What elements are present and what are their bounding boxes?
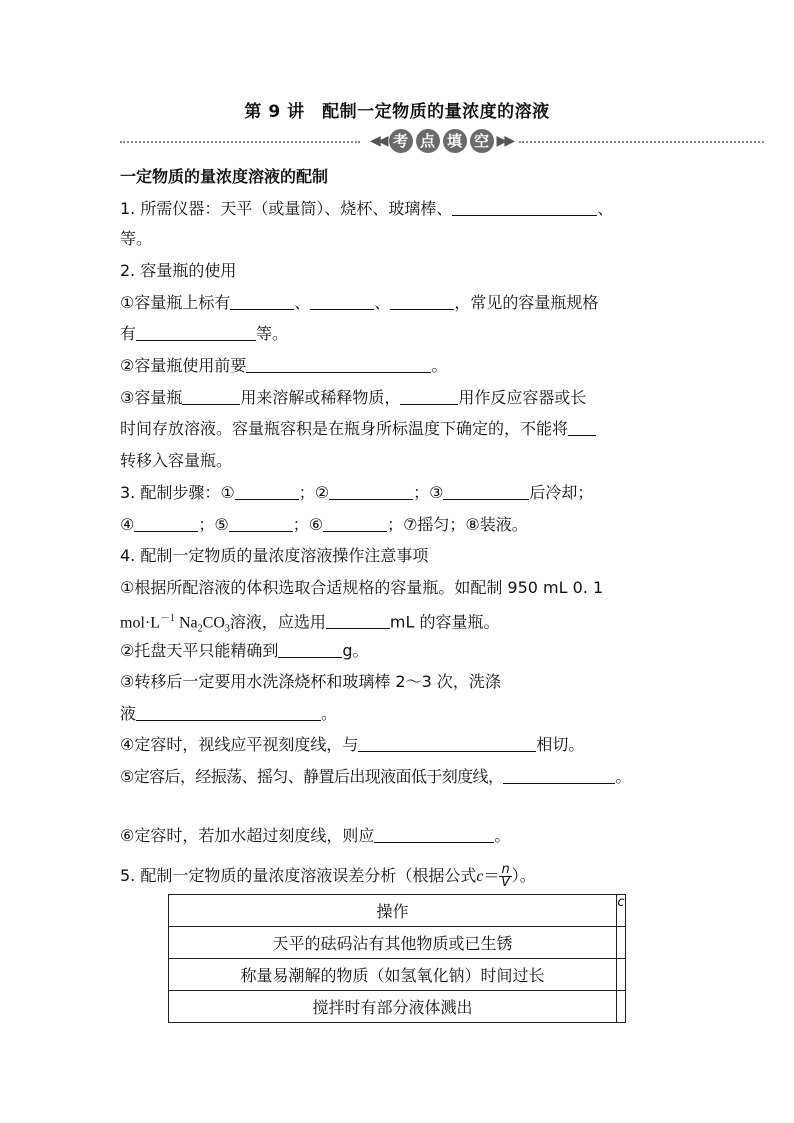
table-cell[interactable] <box>617 991 626 1023</box>
blank[interactable] <box>390 293 454 310</box>
table-cell: 天平的砝码沾有其他物质或已生锈 <box>169 927 617 959</box>
q2-p3-line2: 时间存放溶液。容量瓶容积是在瓶身所标温度下确定的，不能将 <box>120 418 596 440</box>
blank[interactable] <box>400 388 458 405</box>
q3-line1: 3. 配制步骤：① ；② ；③ 后冷却； <box>120 483 594 502</box>
error-analysis-table <box>168 894 626 1023</box>
table-cell: 搅拌时有部分液体溅出 <box>169 991 617 1023</box>
blank[interactable] <box>136 324 256 341</box>
blank[interactable] <box>182 388 240 405</box>
q2-p3-line1: ③容量瓶 用来溶解或稀释物质， 用作反应容器或长 <box>120 388 587 407</box>
badge-char: 空 <box>470 129 494 153</box>
section-heading: 一定物质的量浓度溶液的配制 <box>120 167 329 186</box>
blank[interactable] <box>374 826 494 843</box>
badge-char: 考 <box>389 129 413 153</box>
blank[interactable] <box>358 735 536 752</box>
table-cell: 称量易潮解的物质（如氢氧化钠）时间过长 <box>169 959 617 991</box>
blank[interactable] <box>452 199 597 216</box>
blank[interactable] <box>229 515 293 532</box>
blank[interactable] <box>503 767 615 784</box>
blank[interactable] <box>136 704 321 721</box>
table-cell[interactable] <box>617 927 626 959</box>
table-row <box>169 927 626 959</box>
q4-p2: ②托盘天平只能精确到 g。 <box>120 641 369 660</box>
blank[interactable] <box>246 356 431 373</box>
table-row <box>169 991 626 1023</box>
q5-line: 5. 配制一定物质的量浓度溶液误差分析（根据公式c＝ $\frac{n}{V}$ ）。 <box>120 862 536 890</box>
blank[interactable] <box>235 483 299 500</box>
page-title: 第 9 讲 配制一定物质的量浓度的溶液 <box>244 102 550 122</box>
q4-p3-line2: 液 。 <box>120 704 338 723</box>
q4-p5: ⑤定容后，经振荡、摇匀、静置后出现液面低于刻度线， 。 <box>120 767 631 786</box>
q2-p1-line2: 有 等。 <box>120 324 289 343</box>
formula-fraction: $\frac{n}{V}$ <box>501 862 511 890</box>
divider-right <box>519 141 764 143</box>
q2-title: 2. 容量瓶的使用 <box>120 261 237 280</box>
section-badge <box>370 128 512 154</box>
blank[interactable] <box>443 483 529 500</box>
blank[interactable] <box>134 515 198 532</box>
q4-title: 4. 配制一定物质的量浓度溶液操作注意事项 <box>120 546 429 565</box>
double-chevron-right-icon: ▶▶ <box>496 133 513 149</box>
blank[interactable] <box>329 483 413 500</box>
q4-p3-line1: ③转移后一定要用水洗涤烧杯和玻璃棒 2～3 次，洗涤 <box>120 672 501 691</box>
table-header-cell: c <box>617 895 626 927</box>
blank[interactable] <box>326 612 390 629</box>
q4-p4: ④定容时，视线应平视刻度线，与 相切。 <box>120 735 585 754</box>
blank[interactable] <box>310 293 374 310</box>
q3-line2: ④ ；⑤ ；⑥ ；⑦摇匀；⑧装液。 <box>120 515 528 534</box>
q2-p1-line1: ①容量瓶上标有 、 、 ，常见的容量瓶规格 <box>120 293 599 312</box>
table-row <box>169 959 626 991</box>
blank[interactable] <box>568 419 596 436</box>
q4-p1-line1: ①根据所配溶液的体积选取合适规格的容量瓶。如配制 950 mL 0. 1 <box>120 578 604 597</box>
table-cell[interactable] <box>617 959 626 991</box>
blank[interactable] <box>278 641 342 658</box>
q1-line2: 等。 <box>120 229 153 248</box>
double-chevron-left-icon: ◀◀ <box>370 133 386 149</box>
badge-char: 点 <box>416 129 440 153</box>
divider-left <box>120 141 360 143</box>
section-banner <box>120 127 764 157</box>
q2-p2: ②容量瓶使用前要 。 <box>120 356 448 375</box>
blank[interactable] <box>230 293 294 310</box>
q4-p1-line2: $mol\cdot L^{-1}$ $Na_2CO_3$溶液，应选用 mL 的容量瓶。 <box>120 612 500 635</box>
q4-p6: ⑥定容时，若加水超过刻度线，则应 。 <box>120 826 511 845</box>
table-header-cell: 操作 <box>169 895 617 927</box>
q2-p3-line3: 转移入容量瓶。 <box>120 451 233 470</box>
table-header-row <box>169 895 626 927</box>
badge-char: 填 <box>443 129 467 153</box>
blank[interactable] <box>323 515 387 532</box>
q1-line1: 1. 所需仪器：天平（或量筒）、烧杯、玻璃棒、 、 <box>120 199 614 218</box>
